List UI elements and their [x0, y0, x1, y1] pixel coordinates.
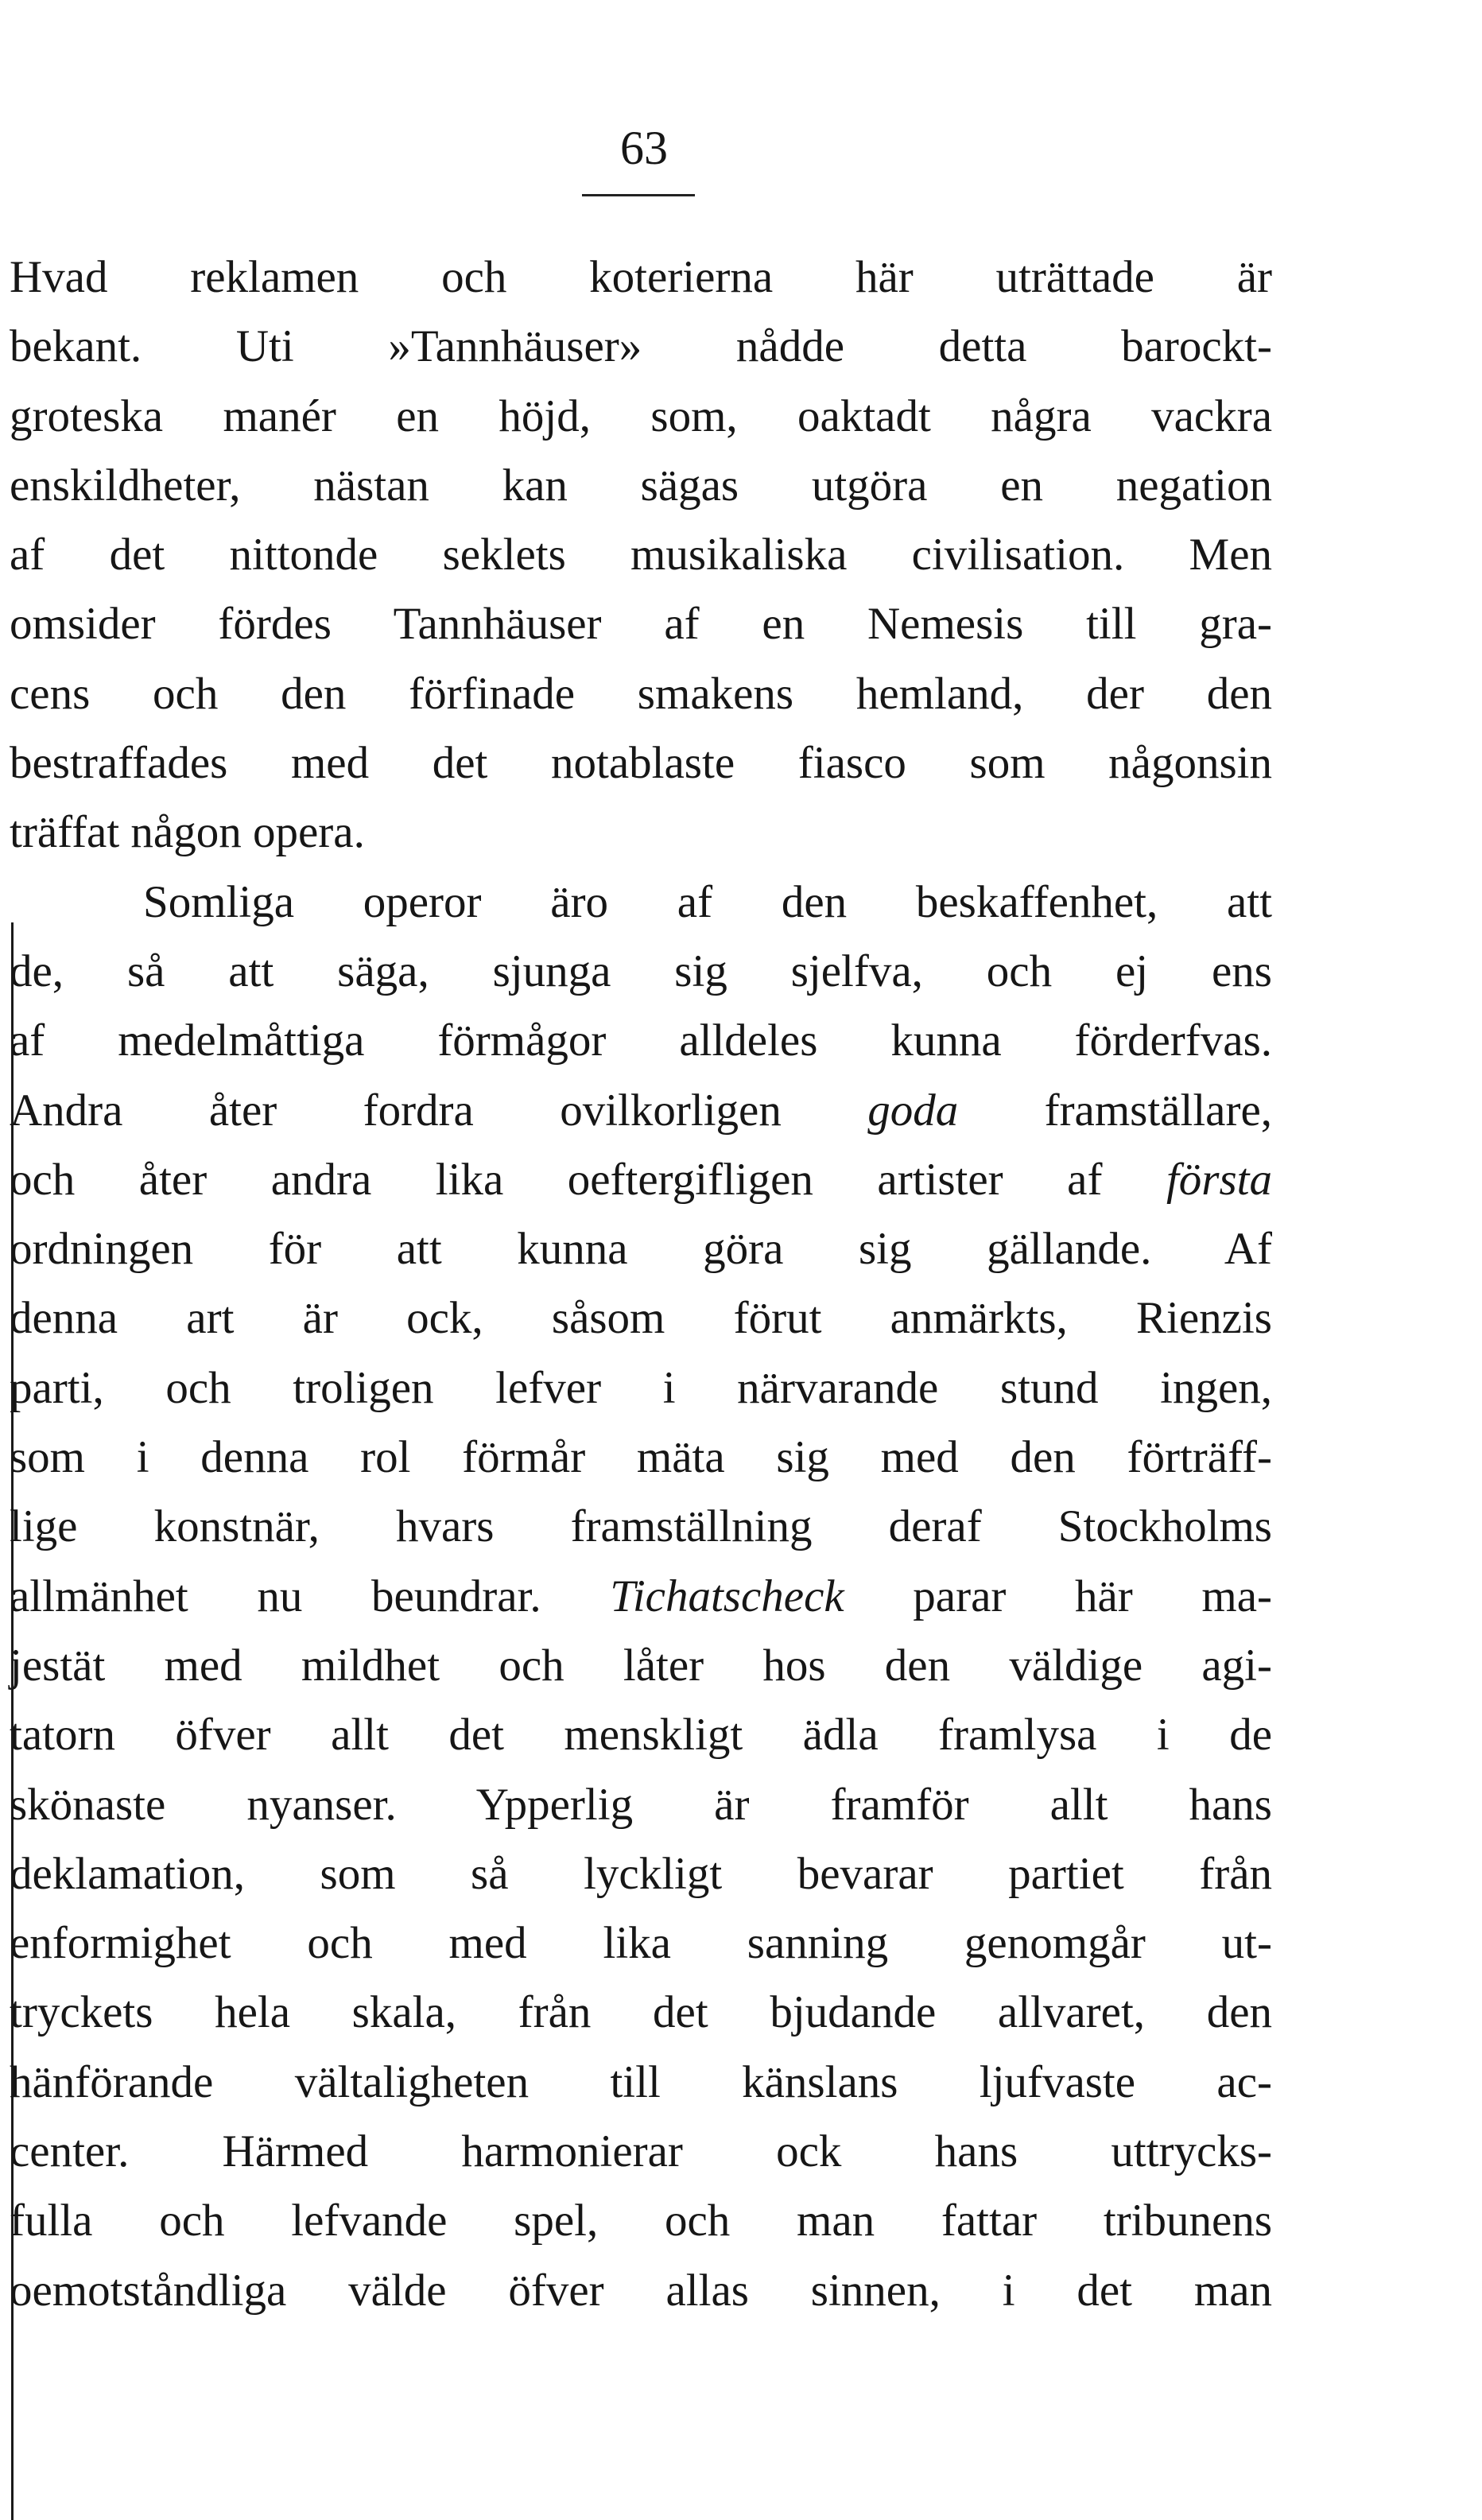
text-line: [10, 1145, 1272, 1214]
page-number-rule: [582, 194, 695, 196]
text-line: [10, 798, 1272, 867]
text-span: af det nittonde seklets musikaliska civilisation. Men: [10, 530, 1272, 580]
text-span: enformighet och med lika sanning genomgår ut-: [10, 1918, 1272, 1969]
text-line: [10, 728, 1272, 798]
text-line: [10, 1839, 1272, 1908]
text-span: tatorn öfver allt det menskligt ädla framlysa i de: [10, 1710, 1272, 1761]
text-line: [10, 2186, 1272, 2255]
text-line: [10, 520, 1272, 589]
text-span: hänförande vältaligheten till känslans ljufvaste ac-: [10, 2056, 1272, 2107]
text-line: [10, 1353, 1272, 1423]
text-span: enskildheter, nästan kan sägas utgöra en negation: [10, 460, 1272, 511]
text-line: [10, 1770, 1272, 1839]
text-span: af medelmåttiga förmågor alldeles kunna förderfvas.: [10, 1015, 1272, 1066]
text-span: deklamation, som så lyckligt bevarar partiet från: [10, 1848, 1272, 1899]
text-line: [10, 243, 1272, 312]
text-span: Hvad reklamen och koterierna här uträttade är: [10, 252, 1272, 302]
text-line: [10, 1562, 1272, 1631]
text-line: [10, 1492, 1272, 1561]
italic-text: goda: [867, 1085, 959, 1136]
text-span: oemotståndliga välde öfver allas sinnen, i det man: [10, 2265, 1272, 2316]
text-span: de, så att säga, sjunga sig sjelfva, och ej ens: [10, 945, 1272, 996]
text-span: cens och den förfinade smakens hemland, der den: [10, 668, 1272, 719]
text-line: [10, 589, 1272, 658]
text-line: [10, 1076, 1272, 1145]
text-span: och åter andra lika oeftergifligen artister af: [10, 1154, 1166, 1205]
text-line: [10, 868, 1272, 937]
text-span: skönaste nyanser. Ypperlig är framför allt hans: [10, 1779, 1272, 1830]
text-line: [10, 1423, 1272, 1492]
text-span: fulla och lefvande spel, och man fattar tribunens: [10, 2196, 1272, 2246]
text-line: [10, 2048, 1272, 2117]
text-line: [10, 937, 1272, 1006]
text-span: som i denna rol förmår mäta sig med den förträff-: [10, 1432, 1272, 1483]
italic-text: Tichatscheck: [610, 1571, 844, 1621]
text-line: [10, 2256, 1272, 2325]
text-line: [10, 1283, 1272, 1353]
text-line: [10, 1006, 1272, 1075]
text-span: träffat någon opera.: [10, 807, 365, 858]
text-span: denna art är ock, såsom förut anmärkts, Rienzis: [10, 1293, 1272, 1344]
text-line: [10, 1978, 1272, 2047]
text-span: lige konstnär, hvars framställning deraf Stockholms: [10, 1501, 1272, 1552]
text-span: ordningen för att kunna göra sig gällande. Af: [10, 1224, 1272, 1275]
text-line: [10, 1700, 1272, 1769]
text-span: center. Härmed harmonierar ock hans uttrycks-: [10, 2126, 1272, 2177]
body-text: [10, 243, 1272, 2325]
text-span: Somliga operor äro af den beskaffenhet, att: [143, 876, 1272, 927]
text-line: [10, 2117, 1272, 2186]
text-line: [10, 312, 1272, 381]
text-span: groteska manér en höjd, som, oaktadt några vackra: [10, 390, 1272, 441]
text-span: tryckets hela skala, från det bjudande allvaret, den: [10, 1987, 1272, 2038]
text-line: [10, 451, 1272, 520]
text-line: [10, 1214, 1272, 1283]
text-line: [10, 1631, 1272, 1700]
text-span: parar här ma-: [844, 1571, 1272, 1621]
text-line: [10, 1908, 1272, 1978]
text-span: allmänhet nu beundrar.: [10, 1571, 611, 1621]
text-span: Andra åter fordra ovilkorligen: [10, 1085, 868, 1136]
text-span: bestraffades med det notablaste fiasco som någonsin: [10, 738, 1272, 789]
text-span: omsider fördes Tannhäuser af en Nemesis till gra-: [10, 599, 1272, 650]
text-line: [10, 659, 1272, 728]
text-span: parti, och troligen lefver i närvarande stund ingen,: [10, 1362, 1272, 1413]
text-span: jestät med mildhet och låter hos den väldige agi-: [10, 1640, 1272, 1691]
text-span: bekant. Uti »Tannhäuser» nådde detta barockt-: [10, 321, 1272, 372]
text-line: [10, 382, 1272, 451]
italic-text: första: [1166, 1154, 1272, 1205]
text-span: framställare,: [958, 1085, 1273, 1136]
page-number: 63: [620, 122, 668, 174]
